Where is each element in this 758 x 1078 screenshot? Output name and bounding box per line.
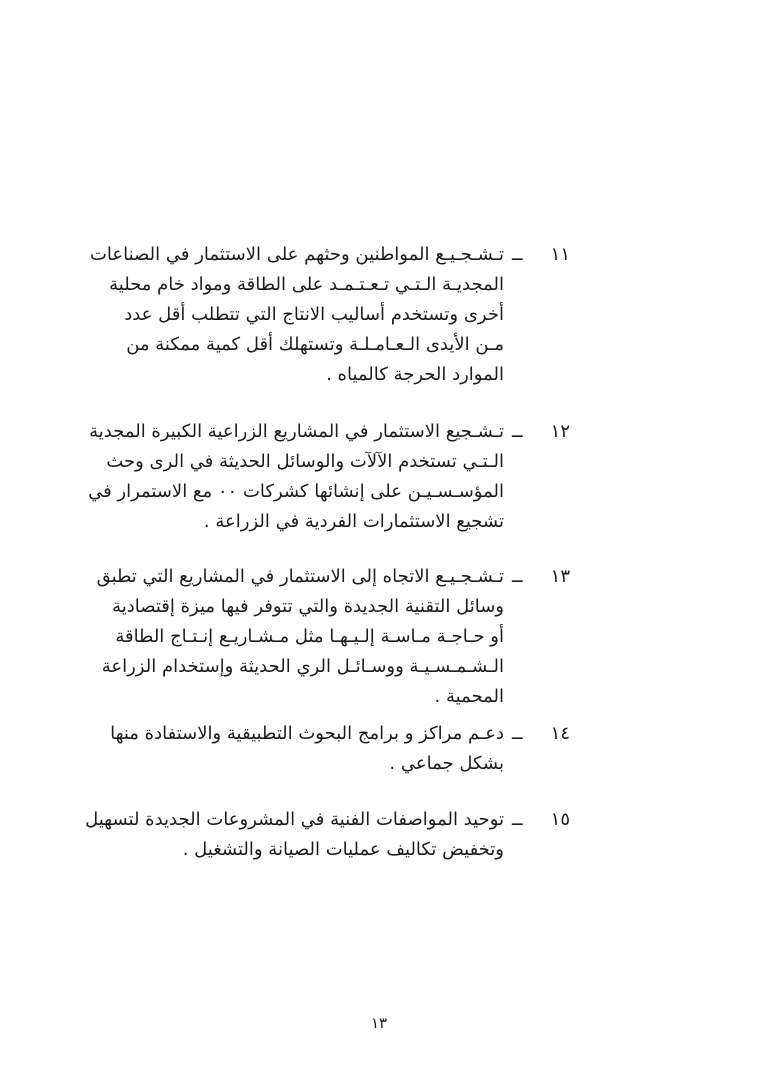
text-line: تـشـجـيـع الاتجاه إلى الاستثمار في المشاريع التي تطبق: [96, 566, 504, 587]
text-line: أخرى وتستخدم أساليب الانتاج التي تتطلب أقل عدد: [124, 304, 504, 325]
text-line: أو حـاجـة مـاسـة إلـيـهـا مثل مـشـاريـع إنـتـاج الطاقة: [115, 626, 504, 647]
list-item: [88, 417, 570, 537]
text-line: المجديـة الـتـي تـعـتـمـد على الطاقة ومواد خام محلية: [109, 274, 504, 295]
list-item: [96, 562, 570, 712]
text-line: الـتـي تستخدم الآلآت والوسائل الحديثة في الرى وحث: [106, 451, 504, 472]
item-marker: [512, 562, 570, 712]
item-marker: [512, 805, 570, 865]
text-line: بشكل جماعي .: [389, 753, 504, 774]
item-dash: ــ: [512, 723, 523, 744]
text-line: المحمية .: [434, 686, 504, 707]
text-line: الموارد الحرجة كالمياه .: [326, 364, 504, 385]
item-dash: ــ: [512, 421, 523, 442]
item-marker: [512, 417, 570, 537]
item-marker: [512, 240, 570, 390]
text-line: مـن الأيدى الـعـامـلـة وتستهلك أقل كمية ممكنة من: [126, 334, 504, 355]
text-line: دعـم مراكز و برامج البحوث التطبيقية والاستفادة منها: [110, 723, 504, 744]
text-line: وتخفيض تكاليف عمليات الصيانة والتشغيل .: [182, 839, 504, 860]
list-item: [85, 805, 570, 865]
page-number: ١٣: [370, 1014, 388, 1032]
item-lines: [88, 417, 504, 537]
item-number: ١٢: [550, 421, 570, 442]
item-number: ١٣: [550, 566, 570, 587]
item-dash: ــ: [512, 809, 523, 830]
item-marker: [512, 719, 570, 779]
text-line: المؤسـسـيـن على إنشائها كشركات ٠٠ مع الاستمرار في: [88, 481, 504, 502]
list-item: [89, 240, 570, 390]
list-item: [110, 719, 570, 779]
item-number: ١١: [550, 244, 570, 265]
item-number: ١٤: [550, 723, 570, 744]
item-number: ١٥: [550, 809, 570, 830]
item-lines: [110, 719, 504, 779]
text-line: تشجيع الاستثمارات الفردية في الزراعة .: [203, 511, 504, 532]
text-line: توحيد المواصفات الفنية في المشروعات الجديدة لتسهيل: [85, 809, 504, 830]
text-line: تـشـجيع الاستثمار في المشاريع الزراعية الكبيرة المجدية: [89, 421, 504, 442]
item-lines: [89, 240, 504, 390]
text-line: تـشـجـيـع المواطنين وحثهم على الاستثمار في الصناعات: [89, 244, 504, 265]
text-line: الـشـمـسـيـة ووسـائـل الري الحديثة وإستخدام الزراعة: [101, 656, 504, 677]
item-lines: [96, 562, 504, 712]
text-line: وسائل التقنية الجديدة والتي تتوفر فيها ميزة إقتصادية: [112, 596, 504, 617]
item-lines: [85, 805, 504, 865]
item-dash: ــ: [512, 566, 523, 587]
item-dash: ــ: [512, 244, 523, 265]
numbered-list: [85, 240, 570, 865]
